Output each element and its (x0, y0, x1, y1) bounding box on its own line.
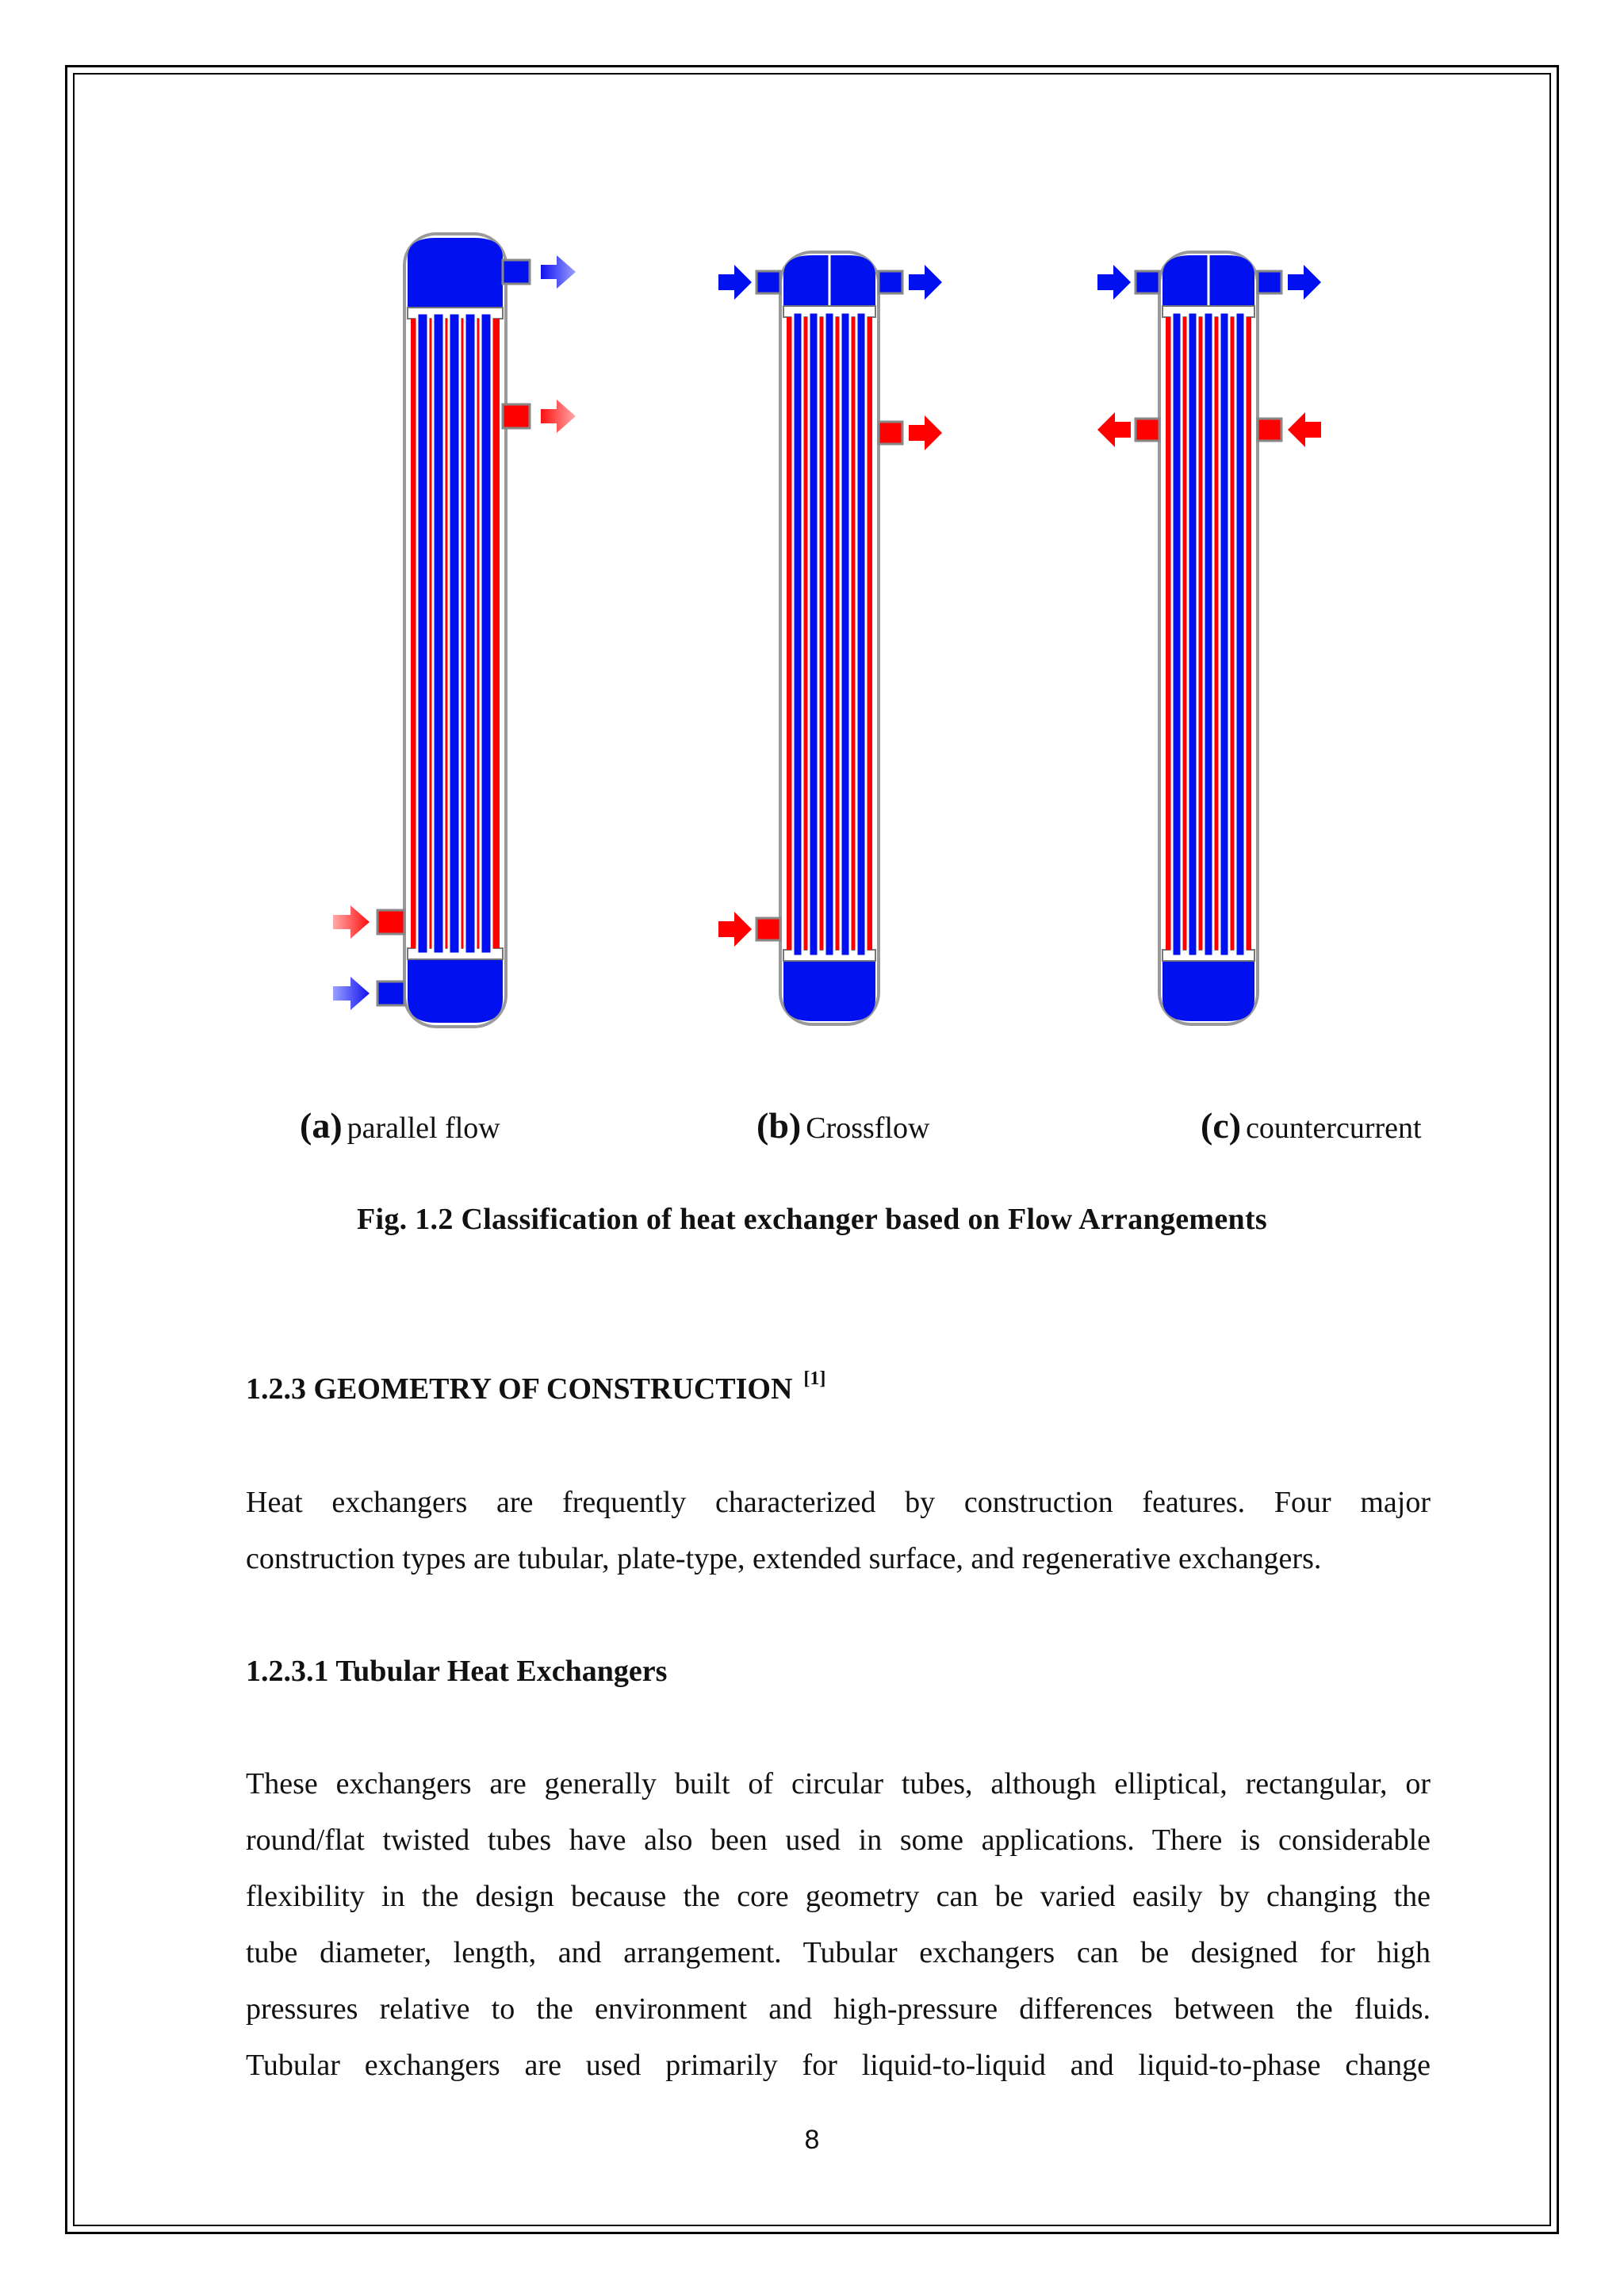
section-heading-text: 1.2.3 GEOMETRY OF CONSTRUCTION (246, 1372, 793, 1406)
subsection-paragraph (246, 1756, 1431, 2094)
panel-text-c: countercurrent (1246, 1112, 1422, 1145)
paragraph-line: flexibility in the design because the core geometry can be varied easily by changing the (246, 1880, 1431, 1913)
panel-text-b: Crossflow (806, 1112, 930, 1145)
paragraph-line: round/flat twisted tubes have also been used in some applications. There is considerable (246, 1823, 1431, 1857)
subsection-heading: 1.2.3.1 Tubular Heat Exchangers (246, 1655, 668, 1688)
exchanger-a-parallel-flow (333, 234, 576, 1027)
section-heading (246, 1368, 825, 1406)
page-number: 8 (804, 2125, 820, 2155)
exchanger-c-countercurrent (1097, 252, 1321, 1024)
panel-letter-b: (b) (756, 1105, 802, 1146)
panel-label-c (1201, 1104, 1422, 1146)
panel-letter-a: (a) (300, 1105, 343, 1146)
paragraph-line: tube diameter, length, and arrangement. Tubular exchangers can be designed for high (246, 1936, 1431, 1969)
heat-exchanger-figure (301, 214, 1443, 1062)
paragraph-line: These exchangers are generally built of circular tubes, although elliptical, rectangular, or (246, 1767, 1431, 1800)
figure-caption: Fig. 1.2 Classification of heat exchanger based on Flow Arrangements (356, 1203, 1268, 1236)
paragraph-line: pressures relative to the environment and high-pressure differences between the fluids. (246, 1992, 1431, 2026)
panel-label-a (300, 1104, 500, 1146)
paragraph-line: Tubular exchangers are used primarily for liquid-to-liquid and liquid-to-phase change (246, 2049, 1431, 2082)
panel-letter-c: (c) (1201, 1105, 1242, 1146)
paragraph-line: Heat exchangers are frequently characterized by construction features. Four major (246, 1486, 1431, 1519)
section-reference: [1] (803, 1368, 826, 1389)
section-paragraph (246, 1475, 1431, 1587)
panel-label-b (756, 1104, 929, 1146)
panel-text-a: parallel flow (347, 1112, 500, 1145)
exchanger-b-crossflow (718, 252, 942, 1024)
paragraph-line: construction types are tubular, plate-type, extended surface, and regenerative exchangers. (246, 1542, 1322, 1575)
